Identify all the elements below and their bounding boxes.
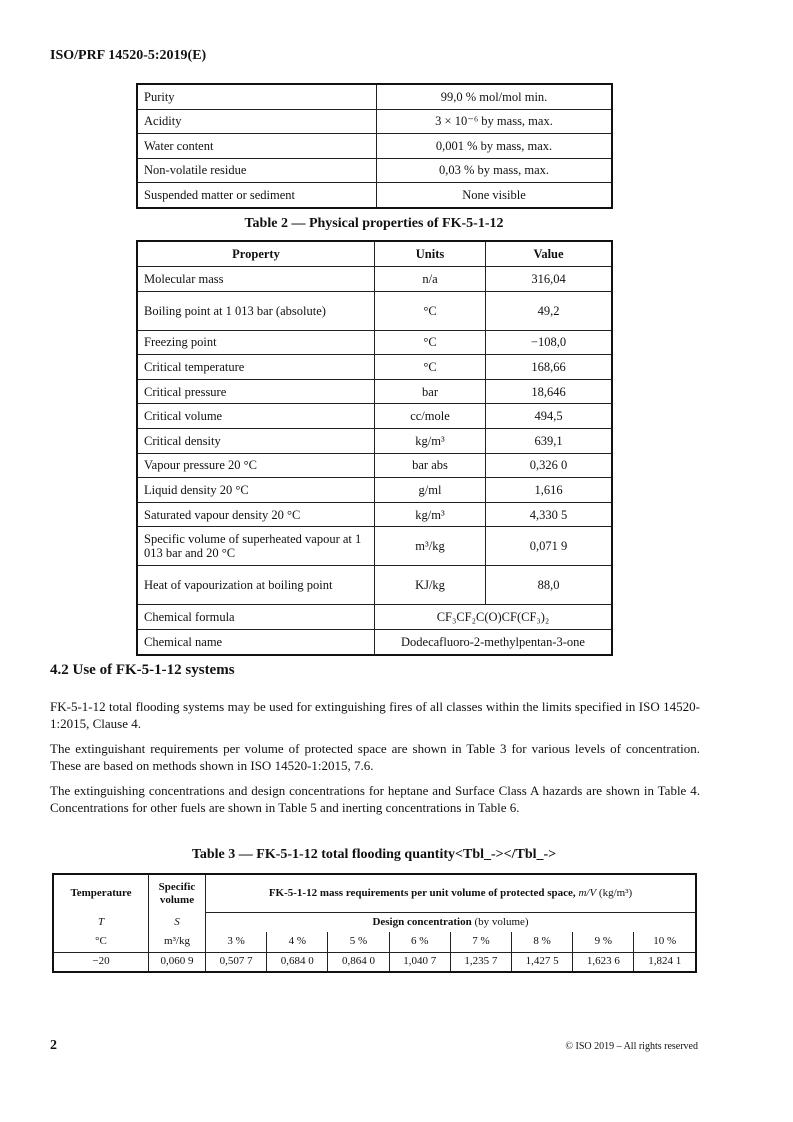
data-cell: 1,824 1 <box>634 952 696 972</box>
property-cell: Boiling point at 1 013 bar (absolute) <box>137 291 375 330</box>
header-temperature: Temperature <box>53 874 149 912</box>
property-cell: Critical pressure <box>137 379 375 404</box>
data-cell: 1,623 6 <box>573 952 634 972</box>
property-cell: Water content <box>137 134 377 159</box>
unit-s: m³/kg <box>149 932 206 952</box>
data-cell: 1,427 5 <box>512 952 573 972</box>
header-mass-requirements: FK-5-1-12 mass requirements per unit volume of protected space, m/V (kg/m³) <box>206 874 697 912</box>
value-cell: 3 × 10⁻⁶ by mass, max. <box>377 109 613 134</box>
value-cell: 1,616 <box>486 478 613 503</box>
header-value: Value <box>486 241 613 267</box>
chemical-name-label: Chemical name <box>137 629 375 654</box>
formula-value: CF₃CF₂C(O)CF(CF₃)₂ <box>375 605 613 630</box>
property-cell: Suspended matter or sediment <box>137 183 377 208</box>
property-cell: Critical density <box>137 428 375 453</box>
units-cell: n/a <box>375 267 486 292</box>
flooding-quantity-table <box>52 873 697 973</box>
concentration-header: 10 % <box>634 932 696 952</box>
value-cell: −108,0 <box>486 330 613 355</box>
table-row <box>137 478 612 503</box>
table-row <box>137 428 612 453</box>
property-cell: Molecular mass <box>137 267 375 292</box>
document-id: ISO/PRF 14520-5:2019(E) <box>50 48 207 63</box>
units-cell: bar <box>375 379 486 404</box>
data-cell: 0,060 9 <box>149 952 206 972</box>
data-cell: 1,040 7 <box>389 952 450 972</box>
table3-caption: Table 3 — FK-5-1-12 total flooding quantity<Tbl_-></Tbl_-> <box>191 847 557 862</box>
table-row <box>137 134 612 159</box>
table-row <box>137 355 612 380</box>
data-cell: 0,684 0 <box>267 952 328 972</box>
table-row <box>137 267 612 292</box>
concentration-header: 7 % <box>450 932 511 952</box>
header-units: Units <box>375 241 486 267</box>
requirements-table <box>136 83 613 209</box>
value-cell: 4,330 5 <box>486 502 613 527</box>
paragraph: FK-5-1-12 total flooding systems may be used for extinguishing fires of all classes within the limits specified in ISO 14520-1:2015, Clause 4. <box>50 699 700 731</box>
property-cell: Critical temperature <box>137 355 375 380</box>
units-cell: m³/kg <box>375 527 486 566</box>
data-cell: 0,507 7 <box>206 952 267 972</box>
table-row <box>137 566 612 605</box>
property-cell: Saturated vapour density 20 °C <box>137 502 375 527</box>
formula-label: Chemical formula <box>137 605 375 630</box>
symbol-s: S <box>174 915 180 928</box>
value-cell: None visible <box>377 183 613 208</box>
concentration-header: 8 % <box>512 932 573 952</box>
property-cell: Liquid density 20 °C <box>137 478 375 503</box>
copyright: © ISO 2019 – All rights reserved <box>565 1041 698 1052</box>
paragraph: The extinguishant requirements per volume of protected space are shown in Table 3 for various levels of concentration. These are based on methods shown in ISO 14520-1:2015, 7.6. <box>50 741 700 773</box>
units-cell: kg/m³ <box>375 428 486 453</box>
property-cell: Acidity <box>137 109 377 134</box>
units-cell: kg/m³ <box>375 502 486 527</box>
property-cell: Non-volatile residue <box>137 158 377 183</box>
property-cell: Heat of vapourization at boiling point <box>137 566 375 605</box>
value-cell: 316,04 <box>486 267 613 292</box>
units-cell: °C <box>375 291 486 330</box>
property-cell: Vapour pressure 20 °C <box>137 453 375 478</box>
units-cell: cc/mole <box>375 404 486 429</box>
property-cell: Specific volume of superheated vapour at 1 013 bar and 20 °C <box>137 527 375 566</box>
design-concentration-header: Design concentration (by volume) <box>206 912 697 932</box>
value-cell: 168,66 <box>486 355 613 380</box>
header-specific-volume: Specific volume <box>149 874 206 912</box>
units-cell: bar abs <box>375 453 486 478</box>
concentration-header: 9 % <box>573 932 634 952</box>
table-row <box>137 502 612 527</box>
value-cell: 49,2 <box>486 291 613 330</box>
value-cell: 99,0 % mol/mol min. <box>377 84 613 109</box>
property-cell: Critical volume <box>137 404 375 429</box>
data-cell: 1,235 7 <box>450 952 511 972</box>
data-cell: −20 <box>53 952 149 972</box>
table-row <box>137 109 612 134</box>
table-row <box>137 404 612 429</box>
units-cell: g/ml <box>375 478 486 503</box>
value-cell: 0,326 0 <box>486 453 613 478</box>
table-row <box>137 158 612 183</box>
concentration-header: 4 % <box>267 932 328 952</box>
value-cell: 0,071 9 <box>486 527 613 566</box>
property-cell: Freezing point <box>137 330 375 355</box>
value-cell: 88,0 <box>486 566 613 605</box>
table-row <box>53 952 696 972</box>
table-row <box>137 84 612 109</box>
units-cell: KJ/kg <box>375 566 486 605</box>
value-cell: 0,03 % by mass, max. <box>377 158 613 183</box>
table2-caption: Table 2 — Physical properties of FK-5-1-12 <box>244 216 504 231</box>
table-row <box>137 453 612 478</box>
table-row <box>137 183 612 208</box>
symbol-t: T <box>97 915 105 928</box>
value-cell: 18,646 <box>486 379 613 404</box>
units-cell: °C <box>375 330 486 355</box>
paragraph: The extinguishing concentrations and design concentrations for heptane and Surface Class A hazards are shown in Table 4. Concentrations for other fuels are shown in Table 5 and inerting concentrations in Table 6. <box>50 783 700 815</box>
property-cell: Purity <box>137 84 377 109</box>
unit-t: °C <box>53 932 149 952</box>
table-row <box>137 527 612 566</box>
table-row <box>137 330 612 355</box>
value-cell: 0,001 % by mass, max. <box>377 134 613 159</box>
concentration-header: 5 % <box>328 932 389 952</box>
page-number: 2 <box>50 1038 57 1053</box>
value-cell: 639,1 <box>486 428 613 453</box>
table-row <box>137 379 612 404</box>
value-cell: 494,5 <box>486 404 613 429</box>
chemical-name-value: Dodecafluoro-2-methylpentan-3-one <box>375 629 613 654</box>
concentration-header: 3 % <box>206 932 267 952</box>
data-cell: 0,864 0 <box>328 952 389 972</box>
table-row <box>137 291 612 330</box>
units-cell: °C <box>375 355 486 380</box>
section-heading: 4.2 Use of FK-5-1-12 systems <box>50 662 235 678</box>
concentration-header: 6 % <box>389 932 450 952</box>
physical-properties-table <box>136 240 613 656</box>
header-property: Property <box>137 241 375 267</box>
